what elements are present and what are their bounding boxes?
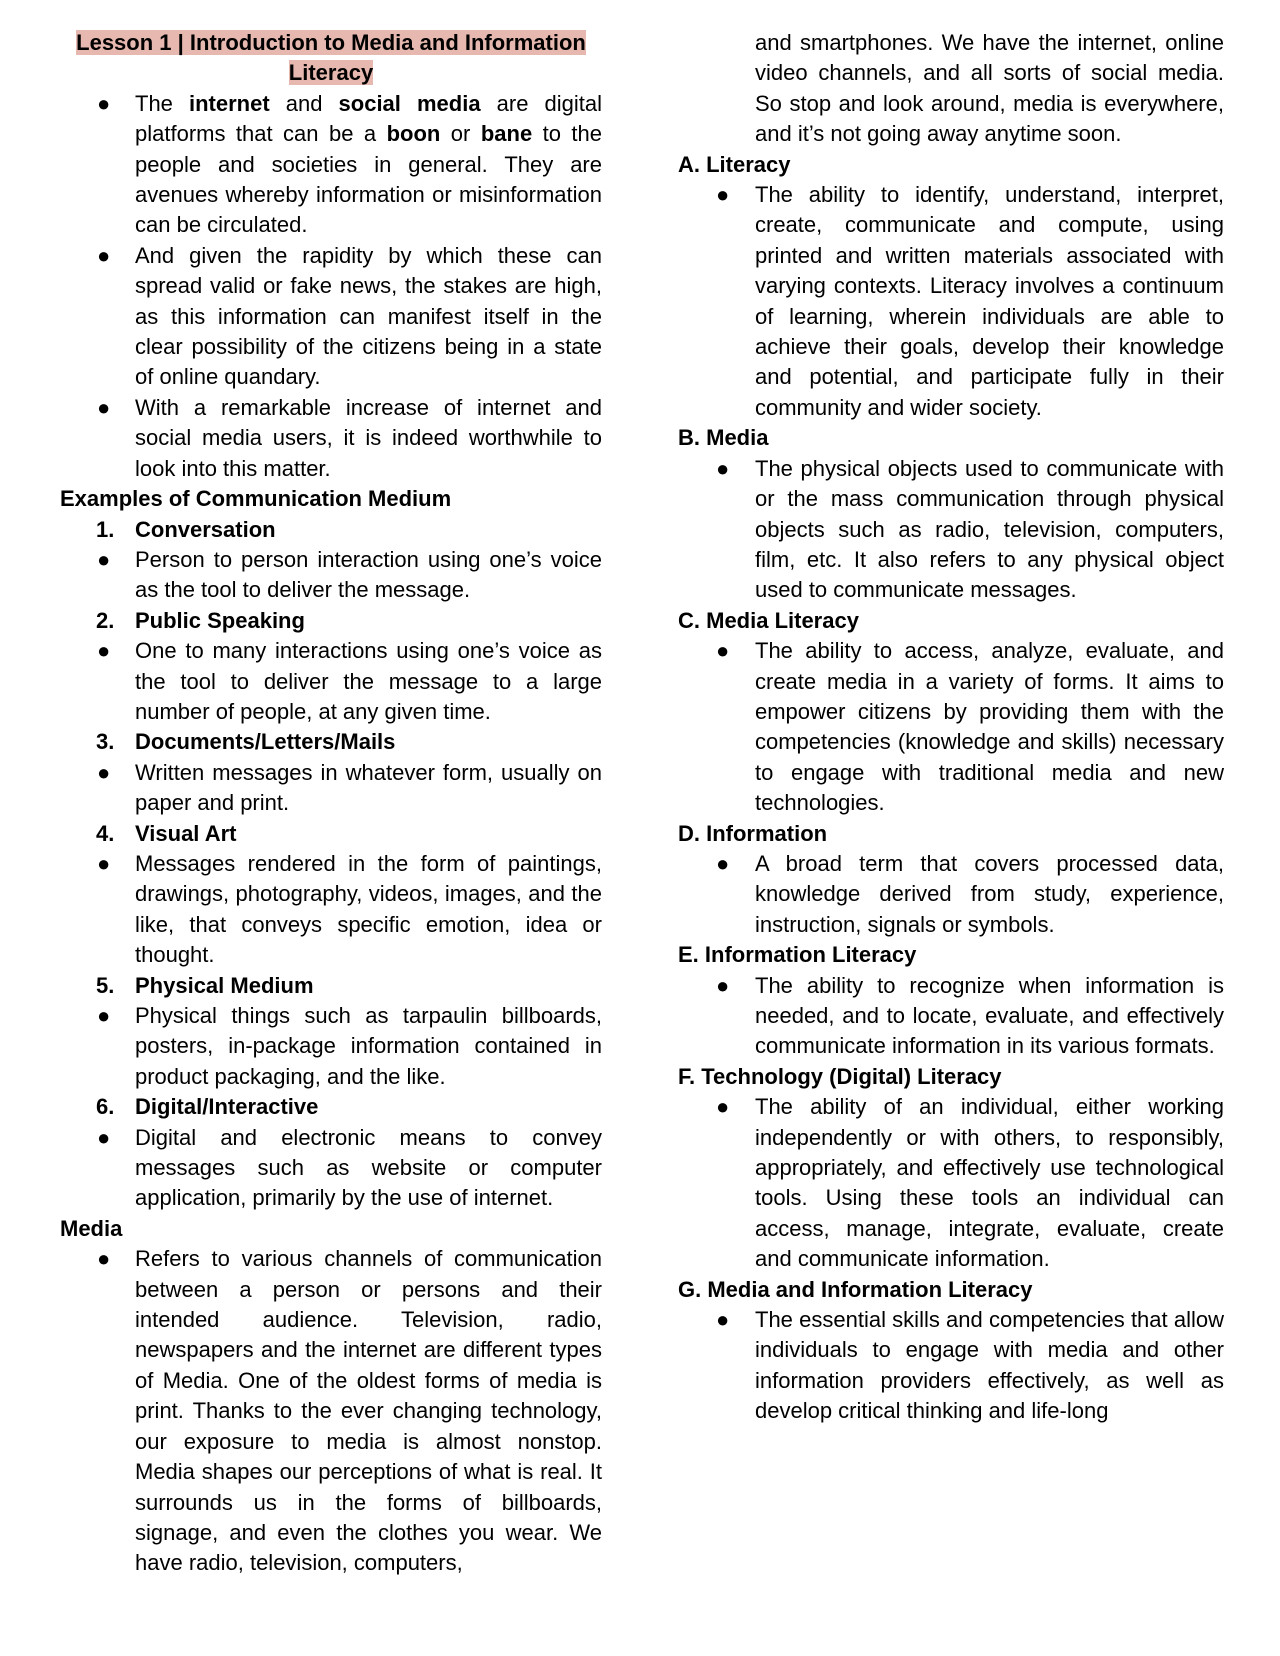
bullet-icon: ● bbox=[716, 638, 730, 664]
definition-heading-d: D. Information bbox=[678, 820, 828, 846]
bullet-icon: ● bbox=[716, 455, 730, 481]
left-column bbox=[60, 28, 602, 1579]
intro-bullet-2 bbox=[60, 241, 602, 393]
example-title-6: 6. Digital/Interactive bbox=[96, 1094, 319, 1120]
media-desc-continued: and smartphones. We have the internet, online video channels, and all sorts of social media. So stop and look around, media is everywhere, and it’s not going away anytime soon. bbox=[755, 30, 1224, 147]
bullet-icon: ● bbox=[97, 1124, 111, 1150]
bullet-icon: ● bbox=[97, 638, 111, 664]
intro-bullet-1 bbox=[60, 89, 602, 241]
definition-d: ● A broad term that covers processed data, knowledge derived from study, experience, instruction, signals or symbols. bbox=[716, 850, 1224, 937]
example-title-2: 2. Public Speaking bbox=[96, 607, 305, 633]
media-bullet bbox=[60, 1244, 602, 1578]
bullet-icon: ● bbox=[716, 850, 730, 876]
definition-c: ● The ability to access, analyze, evaluate, and create media in a variety of forms. It aims to empower citizens by providing them with the competencies (knowledge and skills) necessary to engage with traditional media and new technologies. bbox=[716, 638, 1224, 816]
definition-g: ● The essential skills and competencies that allow individuals to engage with media and other information providers effectively, as well as develop critical thinking and life-long bbox=[716, 1307, 1224, 1424]
bullet-icon: ● bbox=[716, 1094, 730, 1120]
bullet-icon: ● bbox=[97, 546, 111, 572]
examples-list bbox=[60, 515, 602, 1214]
bullet-icon: ● bbox=[97, 242, 111, 268]
example-desc-4: ● Messages rendered in the form of paintings, drawings, photography, videos, images, and the like, that conveys specific emotion, idea or thought. bbox=[97, 850, 602, 968]
example-desc-1: ● Person to person interaction using one’s voice as the tool to deliver the message. bbox=[97, 546, 602, 603]
example-desc-2: ● One to many interactions using one’s voice as the tool to deliver the message to a large number of people, at any given time. bbox=[97, 638, 602, 724]
bullet-icon: ● bbox=[97, 394, 111, 420]
example-desc-3: ● Written messages in whatever form, usually on paper and print. bbox=[97, 759, 602, 816]
page-title bbox=[60, 28, 602, 89]
keyword-boon: boon bbox=[386, 121, 441, 147]
bullet-icon: ● bbox=[97, 850, 111, 876]
definition-f: ● The ability of an individual, either working independently or with others, to responsibly, appropriately, and effectively use technological tools. Using these tools an individual can access, manage, integrate, evaluate, create and communicate information. bbox=[716, 1094, 1224, 1272]
definition-heading-f: F. Technology (Digital) Literacy bbox=[678, 1063, 1002, 1089]
example-title-1: 1. Conversation bbox=[96, 516, 276, 542]
keyword-social-media: social media bbox=[338, 90, 481, 116]
bullet-icon: ● bbox=[716, 972, 730, 998]
example-title-4: 4. Visual Art bbox=[96, 820, 237, 846]
intro-text-2: And given the rapidity by which these can spread valid or fake news, the stakes are high, as this information can manifest itself in the clear possibility of the citizens being in a state of online quandary. bbox=[135, 242, 602, 390]
bullet-icon: ● bbox=[716, 182, 730, 208]
bullet-icon: ● bbox=[97, 90, 111, 116]
intro-text-1: The internet and social media are digital platforms that can be a boon or bane to the people and societies in general. They are avenues whereby information or misinformation can be circulated. bbox=[135, 90, 603, 238]
examples-heading: Examples of Communication Medium bbox=[60, 486, 452, 512]
right-column bbox=[678, 28, 1224, 1427]
bullet-icon: ● bbox=[97, 759, 111, 785]
bullet-icon: ● bbox=[716, 1307, 730, 1333]
media-desc: Refers to various channels of communication between a person or persons and their intended audience. Television, radio, newspapers and the internet are different types of Media. One of the oldest forms of media is print. Thanks to the ever changing technology, our exposure to media is almost nonstop. Media shapes our perceptions of what is real. It surrounds us in the forms of billboards, signage, and even the clothes you wear. We have radio, television, computers, bbox=[135, 1246, 602, 1576]
keyword-bane: bane bbox=[480, 121, 533, 147]
example-title-5: 5. Physical Medium bbox=[96, 972, 314, 998]
example-desc-6: ● Digital and electronic means to convey messages such as website or computer application, primarily by the use of internet. bbox=[97, 1124, 602, 1211]
definition-heading-a: A. Literacy bbox=[678, 151, 791, 177]
intro-text-3: With a remarkable increase of internet and social media users, it is indeed worthwhile to look into this matter. bbox=[135, 394, 602, 481]
definition-b: ● The physical objects used to communicate with or the mass communication through physical objects such as radio, television, computers, film, etc. It also refers to any physical object used to communicate messages. bbox=[716, 455, 1224, 603]
definition-heading-c: C. Media Literacy bbox=[678, 607, 859, 633]
example-title-3: 3. Documents/Letters/Mails bbox=[96, 729, 396, 755]
definition-e: ● The ability to recognize when information is needed, and to locate, evaluate, and effectively communicate information in its various formats. bbox=[716, 972, 1224, 1059]
keyword-internet: internet bbox=[188, 90, 270, 116]
example-desc-5: ● Physical things such as tarpaulin billboards, posters, in-package information contained in product packaging, and the like. bbox=[97, 1003, 602, 1089]
definition-heading-g: G. Media and Information Literacy bbox=[678, 1276, 1033, 1302]
bullet-icon: ● bbox=[97, 1246, 111, 1272]
bullet-icon: ● bbox=[97, 1003, 111, 1028]
title-highlight: Lesson 1 | Introduction to Media and Information Literacy bbox=[76, 30, 586, 86]
definition-a: ● The ability to identify, understand, interpret, create, communicate and compute, using printed and written materials associated with varying contexts. Literacy involves a continuum of learning, wherein individuals are able to achieve their goals, develop their knowledge and potential, and participate fully in their community and wider society. bbox=[716, 182, 1224, 420]
media-heading: Media bbox=[60, 1215, 123, 1241]
intro-bullet-3 bbox=[60, 393, 602, 484]
definition-heading-e: E. Information Literacy bbox=[678, 942, 917, 968]
definition-heading-b: B. Media bbox=[678, 425, 769, 451]
